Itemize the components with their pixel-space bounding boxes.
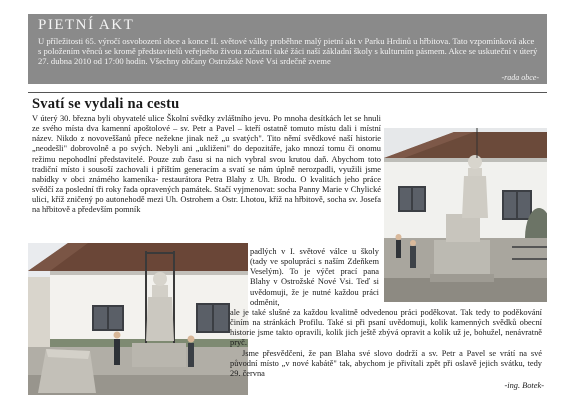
- notice-title: PIETNÍ AKT: [38, 17, 135, 33]
- article-paragraph-3-text: ale je také slušné za každou kvalitně odvedenou práci poděkovat. Tak tedy to poděkování činím na stránkách Profilu. Také si při psaní uvědomuji, kolik kamenných svědků obecní historie jsme takto opravili, kolik jich ještě zbývá opravit a kolik už je, bohužel, nenávratně pryč.: [230, 308, 542, 348]
- article-signature: -ing. Botek-: [504, 381, 544, 390]
- article-paragraph-3: [230, 308, 542, 379]
- article-paragraph-2: padlých v I. světové válce u školy (tady ve spolupráci s naším Zdeňkem Veselým). To je výčet prací pana Blahy v Ostrožské Nové Vsi. Teď si uvědomuji, že je nutné každou práci odměnit,: [250, 247, 379, 307]
- statue-photo-street: [28, 243, 248, 395]
- article-paragraph-4-text: Jsme přesvědčeni, že pan Blaha své slovo dodrží a sv. Petr a Pavel se vrátí na své původní místo „v nové kabátě" tak, abychom je přivítali zpět při oslavě jejich svátku, tedy 29. června: [230, 348, 542, 378]
- notice-box: [28, 14, 547, 84]
- notice-signature: -rada obce-: [501, 73, 539, 82]
- statue-photo-removal: [384, 128, 547, 302]
- top-rule: [28, 92, 547, 93]
- notice-text: U příležitosti 65. výročí osvobození obce a konce II. světové války proběhne malý pietní akt v Parku Hrdinů u hřbitova. Tato vzpomínková akce s položením věnců se kromě představitelů veřejného života zúčastní také žáci naší základní školy s kulturním pásmem. Akce se uskuteční v úterý 27. dubna 2010 od 17:00 hodin. Všechny občany Ostrožské Nové Vsi srdečně zveme: [38, 36, 538, 67]
- article-headline: Svatí se vydali na cestu: [32, 96, 180, 112]
- article-paragraph-1: V úterý 30. března byli obyvatelé ulice Školní svědky zvláštního jevu. Po mnoha desítkách let se hnuli ze svého místa dva kamenní apoštolové – sv. Petr a Pavel – kteří ostatně tomuto místu dali i místní název. Nikdo z novoveššanů přece nežekne jinak než „u svatých". Tito němí svědkové naší historie „neodešli" dobrovolně a po svých. Nebyli ani „ukliženi" do depozitáře, jako mnozí tomu či onomu režimu nepohodlní představitelé. Pouze zub času si na nich vybral svou krutou daň. Abychom toto tradiční místo i sousoší zachovali i příštím generacím a svatí se nám úplně nerozpadli, využili jsme nabídky v obci známého kameníka- restaurátora Petra Blahy z Uh. Brodu. O kvalitách jeho práce svědčí za poslední tři roky řada opravených památek. Stačí vyjmenovat: socha Panny Marie v Chylické ulici, kříž zničený po autonehodě mezi Uh. Ostrohem a Ostr. Lhotou, kříž na hřbitově, socha sv. Josefa na hřbitově a především pomník: [32, 114, 381, 215]
